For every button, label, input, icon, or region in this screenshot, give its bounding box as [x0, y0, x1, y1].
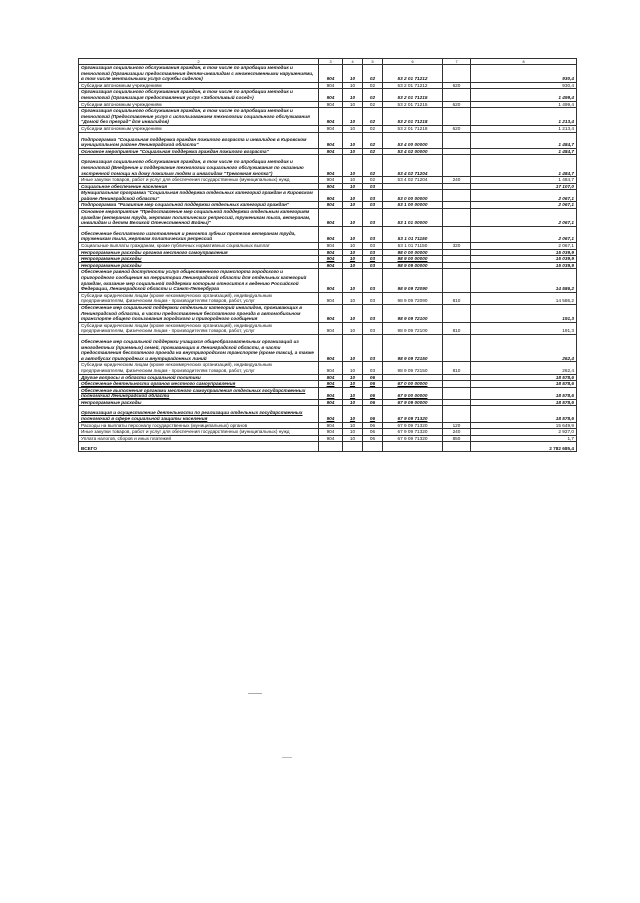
row-pr: 02 [363, 65, 383, 83]
row-name: Обеспечение бесплатного изготовления и ремонта зубных протезов ветеранам труда, труженикам тыла, жертвам политических репрессий [79, 226, 319, 242]
row-ved: 904 [319, 387, 343, 399]
row-csr [383, 374, 443, 381]
row-vr: 810 [443, 362, 471, 374]
row-vr [443, 399, 471, 406]
row-rz: 10 [343, 322, 363, 334]
row-sum: 1 499,4 [471, 101, 577, 108]
row-ved: 904 [319, 209, 343, 227]
table-row [79, 202, 577, 209]
row-vr [443, 387, 471, 399]
row-rz: 10 [343, 183, 363, 190]
row-name: Организация социального обслуживания граждан, в том числе по апробации методик и технологий (Организации предоставления детям-инвалидам с множественными нарушениями, в том числе ментальными услуг службы сиделок) [79, 65, 319, 83]
table-row [79, 249, 577, 256]
table-row [79, 148, 577, 155]
row-vr: 120 [443, 422, 471, 429]
row-csr: 98 9 09 72090 [383, 269, 443, 292]
total-empty-cell [443, 442, 471, 452]
row-name: Социальные выплаты гражданам, кроме публичных нормативных социальных выплат [79, 243, 319, 250]
row-vr: 810 [443, 322, 471, 334]
row-ved: 904 [319, 125, 343, 132]
row-vr [443, 89, 471, 101]
row-csr: 53 1 01 71150 [383, 243, 443, 250]
row-name: Социальное обеспечение населения [79, 183, 319, 190]
row-ved: 904 [319, 422, 343, 429]
table-row [79, 269, 577, 292]
total-empty-cell [383, 442, 443, 452]
row-ved: 904 [319, 429, 343, 436]
row-pr: 02 [363, 101, 383, 108]
row-name: Субсидии автономным учреждениям [79, 82, 319, 89]
row-sum: 18 578,6 [471, 399, 577, 406]
row-name: Подпрограмма "Развитие мер социальной поддержки отдельных категорий граждан" [79, 202, 319, 209]
row-rz: 10 [343, 108, 363, 126]
row-name: Непрограммные расходы [79, 256, 319, 263]
row-ved: 904 [319, 183, 343, 190]
row-sum: 2 067,1 [471, 202, 577, 209]
row-rz: 10 [343, 435, 363, 442]
row-sum: 2 067,1 [471, 243, 577, 250]
row-rz: 10 [343, 202, 363, 209]
row-vr [443, 202, 471, 209]
total-empty-cell [319, 442, 343, 452]
table-row [79, 65, 577, 83]
row-ved: 904 [319, 108, 343, 126]
row-pr: 02 [363, 82, 383, 89]
row-pr: 02 [363, 132, 383, 148]
row-sum: 1 213,4 [471, 125, 577, 132]
row-sum: 1 484,7 [471, 148, 577, 155]
row-csr: 67 9 00 00000 [383, 387, 443, 399]
row-pr: 02 [363, 155, 383, 177]
row-rz: 10 [343, 304, 363, 322]
row-rz: 10 [343, 381, 363, 388]
row-csr: 53 0 00 00000 [383, 190, 443, 202]
row-sum: 1 484,7 [471, 155, 577, 177]
row-sum: 2 927,0 [471, 429, 577, 436]
row-rz: 10 [343, 82, 363, 89]
budget-sheet [78, 58, 576, 452]
row-sum: 17 107,0 [471, 183, 577, 190]
row-sum: 2 067,1 [471, 226, 577, 242]
table-row [79, 304, 577, 322]
row-ved: 904 [319, 101, 343, 108]
col-header: 5 [363, 59, 383, 65]
row-rz: 10 [343, 209, 363, 227]
row-csr: 67 9 09 71320 [383, 429, 443, 436]
row-csr: 67 0 00 00000 [383, 381, 443, 388]
row-pr: 06 [363, 435, 383, 442]
row-vr [443, 155, 471, 177]
row-csr: 53 2 01 71212 [383, 65, 443, 83]
row-ved: 904 [319, 190, 343, 202]
row-vr [443, 256, 471, 263]
table-row [79, 155, 577, 177]
table-row [79, 362, 577, 374]
row-rz: 10 [343, 155, 363, 177]
total-sum: 2 782 685,4 [471, 442, 577, 452]
row-name: Обеспечение мер социальной поддержки отдельных категорий инвалидов, проживающих в Ленинградской области, в части предоставления бесплатного проезда в автомобильном транспорте общего пользования городского и пригородного сообщения [79, 304, 319, 322]
row-name: Субсидии юридическим лицам (кроме некоммерческих организаций), индивидуальным предпринимателям, физическим лицам - производителям товаров, работ, услуг [79, 322, 319, 334]
col-header: 3 [319, 59, 343, 65]
table-row [79, 177, 577, 184]
table-row [79, 132, 577, 148]
table-row [79, 209, 577, 227]
row-name: Субсидии автономным учреждениям [79, 125, 319, 132]
row-sum: 15 649,9 [471, 422, 577, 429]
row-pr: 03 [363, 209, 383, 227]
row-sum: 1 484,7 [471, 132, 577, 148]
row-vr: 620 [443, 101, 471, 108]
row-pr: 06 [363, 399, 383, 406]
row-ved: 904 [319, 249, 343, 256]
row-name: Основное мероприятие "Социальная поддержка граждан пожилого возраста" [79, 148, 319, 155]
row-csr: 98 0 00 00000 [383, 249, 443, 256]
row-ved: 904 [319, 132, 343, 148]
row-csr: 98 9 00 00000 [383, 256, 443, 263]
row-pr: 03 [363, 262, 383, 269]
row-vr [443, 226, 471, 242]
row-sum: 15 039,9 [471, 256, 577, 263]
row-rz: 10 [343, 256, 363, 263]
row-name: Уплата налогов, сборов и иных платежей [79, 435, 319, 442]
row-vr: 850 [443, 435, 471, 442]
row-rz: 10 [343, 177, 363, 184]
row-pr: 03 [363, 243, 383, 250]
row-sum: 18 578,6 [471, 381, 577, 388]
table-row [79, 435, 577, 442]
row-vr [443, 249, 471, 256]
row-vr [443, 374, 471, 381]
row-rz: 10 [343, 249, 363, 256]
row-rz: 10 [343, 65, 363, 83]
row-rz: 10 [343, 101, 363, 108]
row-csr: 98 9 09 72150 [383, 334, 443, 361]
row-vr [443, 183, 471, 190]
row-pr: 03 [363, 190, 383, 202]
row-rz: 10 [343, 125, 363, 132]
row-vr [443, 65, 471, 83]
row-sum: 191,3 [471, 304, 577, 322]
budget-table [78, 58, 577, 452]
row-vr [443, 269, 471, 292]
row-name: Обеспечение равной доступности услуг общественного транспорта городского и пригородного сообщения на территории Ленинградской области для отдельных категорий граждан, оказание мер социальной поддержки которым относится к ведению Российской Федерации, Ленинградской области и Санкт-Петербурга [79, 269, 319, 292]
row-pr: 02 [363, 148, 383, 155]
row-rz: 10 [343, 269, 363, 292]
row-rz: 10 [343, 387, 363, 399]
row-sum: 1,7 [471, 435, 577, 442]
table-row [79, 226, 577, 242]
row-pr: 03 [363, 226, 383, 242]
total-label: ВСЕГО [79, 442, 319, 452]
row-pr: 06 [363, 422, 383, 429]
row-csr: 53 4 02 71204 [383, 177, 443, 184]
table-row [79, 256, 577, 263]
row-csr [383, 183, 443, 190]
col-header: 6 [383, 59, 443, 65]
row-csr: 98 9 09 72150 [383, 362, 443, 374]
table-row [79, 292, 577, 304]
row-rz: 10 [343, 89, 363, 101]
row-sum: 191,3 [471, 322, 577, 334]
table-row [79, 262, 577, 269]
row-vr [443, 304, 471, 322]
row-pr: 03 [363, 249, 383, 256]
row-name: Субсидии юридическим лицам (кроме некоммерческих организаций), индивидуальным предпринимателям, физическим лицам - производителям товаров, работ, услуг [79, 362, 319, 374]
row-pr: 06 [363, 374, 383, 381]
row-csr: 53 1 01 71150 [383, 226, 443, 242]
row-pr: 03 [363, 334, 383, 361]
row-sum: 18 578,6 [471, 406, 577, 422]
row-csr: 98 9 09 72100 [383, 322, 443, 334]
row-name: Организация социального обслуживания граждан, в том числе по апробации методик и технологий (Предоставление услуг с использованием технологии социального обслуживания "Домой без преград" для инвалидов) [79, 108, 319, 126]
row-ved: 904 [319, 155, 343, 177]
row-rz: 10 [343, 243, 363, 250]
row-pr: 06 [363, 381, 383, 388]
row-sum: 1 213,4 [471, 108, 577, 126]
table-row [79, 243, 577, 250]
row-sum: 2 067,1 [471, 190, 577, 202]
row-pr: 06 [363, 429, 383, 436]
row-vr [443, 108, 471, 126]
table-row [79, 82, 577, 89]
row-sum: 1 484,7 [471, 177, 577, 184]
row-pr: 06 [363, 406, 383, 422]
row-pr: 03 [363, 362, 383, 374]
row-ved: 904 [319, 243, 343, 250]
row-sum: 1 499,4 [471, 89, 577, 101]
table-row [79, 422, 577, 429]
row-csr: 98 9 09 00000 [383, 262, 443, 269]
row-rz: 10 [343, 262, 363, 269]
table-row [79, 429, 577, 436]
row-vr [443, 209, 471, 227]
row-rz: 10 [343, 148, 363, 155]
row-vr: 620 [443, 125, 471, 132]
row-ved: 904 [319, 435, 343, 442]
row-csr: 98 9 09 72090 [383, 292, 443, 304]
row-name: Иные закупки товаров, работ и услуг для обеспечения государственных (муниципальных) нужд [79, 429, 319, 436]
row-ved: 904 [319, 262, 343, 269]
row-ved: 904 [319, 334, 343, 361]
row-sum: 18 578,6 [471, 374, 577, 381]
row-ved: 904 [319, 381, 343, 388]
row-pr: 03 [363, 256, 383, 263]
row-csr: 53 2 01 71218 [383, 125, 443, 132]
row-rz: 10 [343, 292, 363, 304]
row-ved: 904 [319, 322, 343, 334]
row-name: Иные закупки товаров, работ и услуг для обеспечения государственных (муниципальных) нужд [79, 177, 319, 184]
row-pr: 03 [363, 269, 383, 292]
row-pr: 03 [363, 304, 383, 322]
row-name: Обеспечение мер социальной поддержки учащихся общеобразовательных организаций из многодетных (приемных) семей, проживающих в Ленинградской области, в части предоставления бесплатного проезда на внутригородском транспорте (кроме такси), а также в автобусах пригородных и внутрирайонных линий [79, 334, 319, 361]
row-name: Непрограммные расходы [79, 262, 319, 269]
table-row [79, 406, 577, 422]
row-csr: 98 9 09 72100 [383, 304, 443, 322]
row-ved: 904 [319, 362, 343, 374]
row-csr: 53 1 01 00000 [383, 209, 443, 227]
row-pr: 06 [363, 387, 383, 399]
row-name: Субсидии автономным учреждениям [79, 101, 319, 108]
row-sum: 2 067,1 [471, 209, 577, 227]
row-vr: 240 [443, 177, 471, 184]
row-csr: 53 4 02 71204 [383, 155, 443, 177]
row-csr: 53 2 01 71215 [383, 89, 443, 101]
row-name: Муниципальная программа "Социальная поддержка отдельных категорий граждан в Кировском районе Ленинградской области" [79, 190, 319, 202]
row-ved: 904 [319, 256, 343, 263]
row-pr: 02 [363, 125, 383, 132]
row-vr: 240 [443, 429, 471, 436]
table-row [79, 381, 577, 388]
row-sum: 15 039,9 [471, 262, 577, 269]
row-rz: 10 [343, 362, 363, 374]
row-ved: 904 [319, 406, 343, 422]
row-vr [443, 406, 471, 422]
row-pr: 03 [363, 183, 383, 190]
row-ved: 904 [319, 89, 343, 101]
row-name: Организация социального обслуживания граждан, в том числе по апробации методик и технологий (Внедрение и поддержание технологии социального обслуживания по оказанию экстренной помощи на дому пожилым людям и инвалидам "Тревожная кнопка") [79, 155, 319, 177]
row-rz: 10 [343, 132, 363, 148]
row-vr: 810 [443, 292, 471, 304]
table-row [79, 374, 577, 381]
row-ved: 904 [319, 374, 343, 381]
col-header: 2 [79, 59, 319, 65]
row-vr [443, 132, 471, 148]
row-name: Обеспечение деятельности органов местного самоуправления [79, 381, 319, 388]
row-ved: 904 [319, 202, 343, 209]
row-csr: 53 2 01 71218 [383, 108, 443, 126]
row-rz: 10 [343, 334, 363, 361]
row-rz: 10 [343, 190, 363, 202]
row-vr [443, 381, 471, 388]
row-name: Организация социального обслуживания граждан, в том числе по апробации методик и технологий (Организация предоставления услуг «Заботливый сосед») [79, 89, 319, 101]
row-sum: 18 578,6 [471, 387, 577, 399]
row-name: Непрограммные расходы органов местного самоуправления [79, 249, 319, 256]
row-ved: 904 [319, 177, 343, 184]
row-vr [443, 262, 471, 269]
row-ved: 904 [319, 399, 343, 406]
row-vr [443, 334, 471, 361]
row-vr [443, 148, 471, 155]
row-csr: 53 4 02 00000 [383, 148, 443, 155]
row-pr: 03 [363, 322, 383, 334]
scan-mark [282, 757, 292, 758]
row-pr: 03 [363, 292, 383, 304]
table-row [79, 108, 577, 126]
row-sum: 262,4 [471, 334, 577, 361]
row-csr: 53 1 00 00000 [383, 202, 443, 209]
row-csr: 53 2 01 71215 [383, 101, 443, 108]
row-name: Другие вопросы в области социальной политики [79, 374, 319, 381]
scan-mark [248, 693, 262, 694]
row-name: Непрограммные расходы [79, 399, 319, 406]
row-csr: 67 9 09 71320 [383, 422, 443, 429]
total-empty-cell [343, 442, 363, 452]
total-row [79, 442, 577, 452]
col-header: 7 [443, 59, 471, 65]
row-vr: 320 [443, 243, 471, 250]
row-ved: 904 [319, 292, 343, 304]
col-header: 8 [471, 59, 577, 65]
row-name: Подпрограмма "Социальная поддержка граждан пожилого возраста и инвалидов в Кировском муниципальном районе Ленинградской области" [79, 132, 319, 148]
table-row [79, 322, 577, 334]
row-csr: 53 2 01 71212 [383, 82, 443, 89]
table-row [79, 334, 577, 361]
row-name: Субсидии юридическим лицам (кроме некоммерческих организаций), индивидуальным предпринимателям, физическим лицам - производителям товаров, работ, услуг [79, 292, 319, 304]
total-empty-cell [363, 442, 383, 452]
row-rz: 10 [343, 429, 363, 436]
row-pr: 03 [363, 202, 383, 209]
row-csr: 67 9 09 00000 [383, 399, 443, 406]
row-rz: 10 [343, 406, 363, 422]
row-sum: 930,4 [471, 65, 577, 83]
row-sum: 930,4 [471, 82, 577, 89]
table-row [79, 183, 577, 190]
table-row [79, 125, 577, 132]
row-ved: 904 [319, 269, 343, 292]
table-row [79, 101, 577, 108]
row-vr [443, 190, 471, 202]
row-csr: 67 9 09 71320 [383, 435, 443, 442]
row-name: Обеспечение выполнения органами местного самоуправления отдельных государственных полномочий Ленинградской области [79, 387, 319, 399]
row-ved: 904 [319, 226, 343, 242]
row-name: Основное мероприятие "Предоставление мер социальной поддержки отдельным категориям граждан (ветеранам труда, жертвам политических репрессий, труженикам тыла, ветеранам, инвалидам и детям Великой Отечественной Войны)" [79, 209, 319, 227]
row-pr: 02 [363, 177, 383, 184]
row-rz: 10 [343, 422, 363, 429]
row-ved: 904 [319, 82, 343, 89]
row-pr: 02 [363, 108, 383, 126]
row-csr: 67 9 09 71320 [383, 406, 443, 422]
row-ved: 904 [319, 148, 343, 155]
row-rz: 10 [343, 374, 363, 381]
row-name: Организация и осуществление деятельности по реализации отдельных государственных полномочий в сфере социальной защиты населения [79, 406, 319, 422]
row-sum: 15 039,9 [471, 249, 577, 256]
row-sum: 14 586,2 [471, 269, 577, 292]
table-row [79, 387, 577, 399]
row-rz: 10 [343, 226, 363, 242]
row-ved: 904 [319, 65, 343, 83]
row-sum: 262,4 [471, 362, 577, 374]
row-pr: 02 [363, 89, 383, 101]
table-row [79, 89, 577, 101]
table-row [79, 190, 577, 202]
row-rz: 10 [343, 399, 363, 406]
row-ved: 904 [319, 304, 343, 322]
row-vr: 620 [443, 82, 471, 89]
row-name: Расходы на выплаты персоналу государственных (муниципальных) органов [79, 422, 319, 429]
table-row [79, 399, 577, 406]
col-header: 4 [343, 59, 363, 65]
row-csr: 53 4 00 00000 [383, 132, 443, 148]
row-sum: 14 586,2 [471, 292, 577, 304]
